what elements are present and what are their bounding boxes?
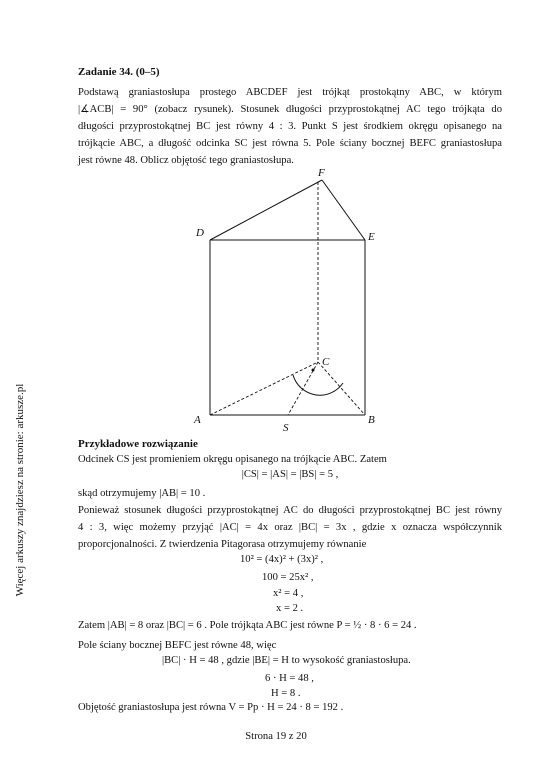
solution-line-5: proporcjonalności. Z twierdzenia Pitagorasa otrzymujemy równanie bbox=[78, 539, 367, 550]
equation-cs: |CS| = |AS| = |BS| = 5 , bbox=[241, 469, 339, 480]
task-line-4: trójkącie ABC, a długość odcinka SC jest równa 5. Pole ściany bocznej BEFC graniastosłupa bbox=[78, 138, 502, 149]
label-b: B bbox=[368, 414, 375, 426]
label-s: S bbox=[283, 422, 289, 434]
label-f: F bbox=[318, 167, 325, 179]
edge-df bbox=[210, 180, 322, 240]
equation-pythagoras: 10² = (4x)² + (3x)² , bbox=[240, 554, 324, 565]
solution-line-4: 4 : 3, więc możemy przyjąć |AC| = 4x oraz |BC| = 3x , gdzie x oznacza współczynnik bbox=[78, 522, 502, 533]
side-note-text: Więcej arkuszy znajdziesz na stronie: arkusze.pl bbox=[14, 383, 26, 597]
equation-face: |BC| · H = 48 , gdzie |BE| = H to wysokość graniastosłupa. bbox=[162, 655, 411, 666]
task-line-1: Podstawą graniastosłupa prostego ABCDEF jest trójkąt prostokątny ABC, w którym bbox=[78, 87, 502, 98]
equation-h-1: 6 · H = 48 , bbox=[265, 673, 314, 684]
edge-fe bbox=[322, 180, 365, 240]
right-angle-arc bbox=[293, 375, 343, 395]
page-footer: Strona 19 z 20 bbox=[245, 731, 307, 742]
solution-line-8: Objętość graniastosłupa jest równa V = Pp · H = 24 · 8 = 192 . bbox=[78, 702, 344, 713]
right-angle-dot bbox=[312, 369, 315, 372]
task-line-5: jest równe 48. Oblicz objętość tego graniastosłupa. bbox=[78, 155, 294, 166]
solution-line-7: Pole ściany bocznej BEFC jest równe 48, więc bbox=[78, 640, 277, 651]
task-line-2: |∡ACB| = 90° (zobacz rysunek). Stosunek długości przyprostokątnej AC tego trójkąta do bbox=[78, 104, 502, 115]
task-line-3: długości przyprostokątnej BC jest równy 4 : 3. Punkt S jest środkiem okręgu opisanego na bbox=[78, 121, 502, 132]
label-c: C bbox=[322, 356, 330, 368]
equation-h-2: H = 8 . bbox=[271, 688, 301, 699]
solution-line-1: Odcinek CS jest promieniem okręgu opisanego na trójkącie ABC. Zatem bbox=[78, 454, 387, 465]
label-e: E bbox=[368, 231, 375, 243]
equation-step-2: x² = 4 , bbox=[273, 588, 304, 599]
edge-cb bbox=[318, 362, 365, 415]
equation-step-3: x = 2 . bbox=[276, 603, 304, 614]
solution-title: Przykładowe rozwiązanie bbox=[78, 438, 198, 450]
label-d: D bbox=[196, 227, 204, 239]
solution-line-2: skąd otrzymujemy |AB| = 10 . bbox=[78, 488, 206, 499]
label-a: A bbox=[194, 414, 201, 426]
task-title: Zadanie 34. (0–5) bbox=[78, 66, 160, 78]
solution-line-3: Ponieważ stosunek długości przyprostokątnej AC do długości przyprostokątnej BC jest równy bbox=[78, 505, 502, 516]
solution-line-6: Zatem |AB| = 8 oraz |BC| = 6 . Pole trójkąta ABC jest równe P = ½ · 8 · 6 = 24 . bbox=[78, 620, 417, 631]
equation-step-1: 100 = 25x² , bbox=[262, 572, 314, 583]
